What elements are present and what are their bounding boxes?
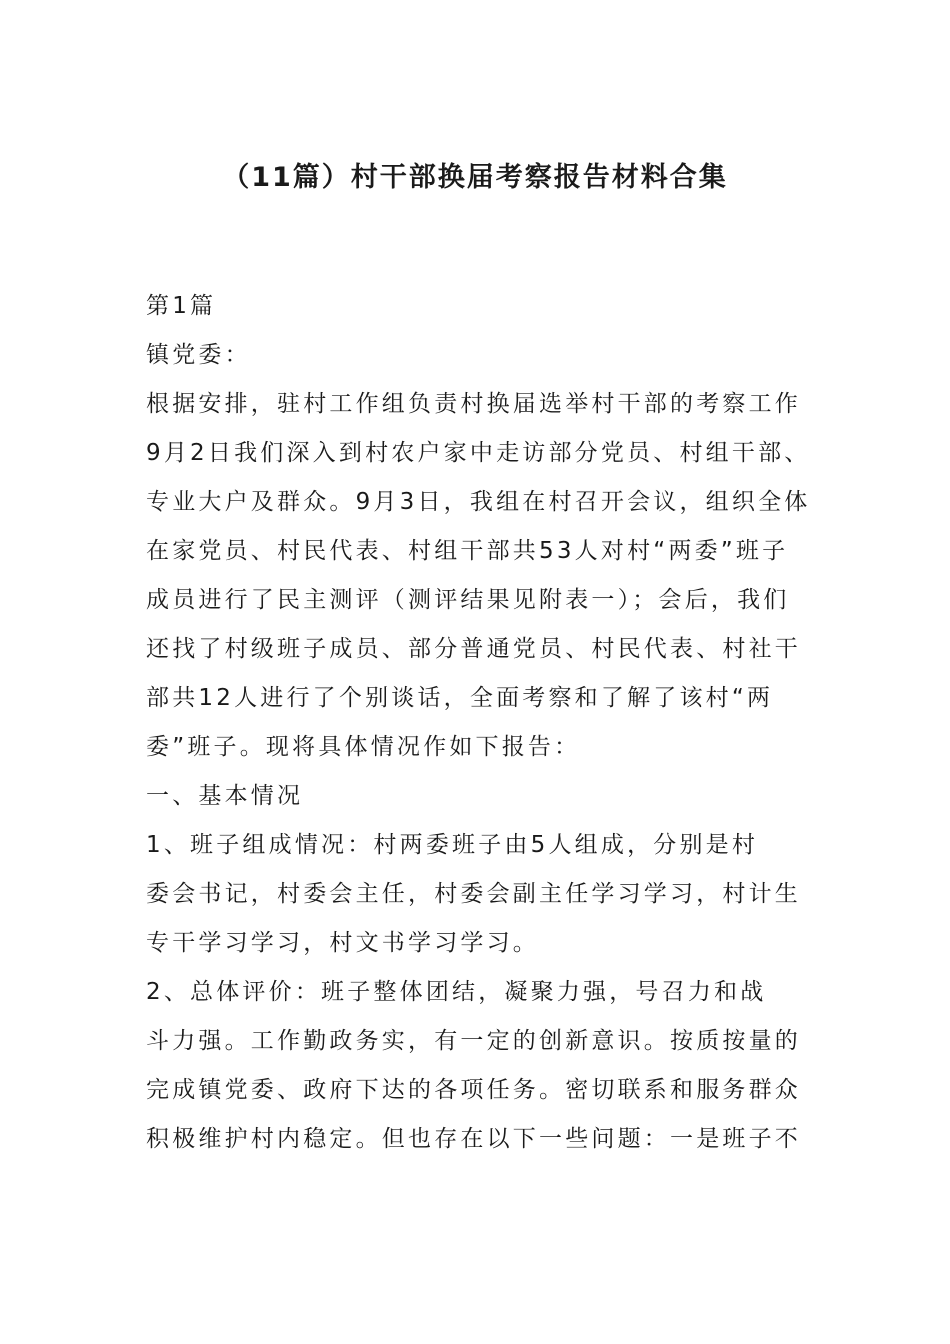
paragraph-line: 还找了村级班子成员、部分普通党员、村民代表、村社干	[146, 636, 801, 662]
paragraph-line: 专干学习学习，村文书学习学习。	[146, 930, 539, 956]
paragraph-line: 斗力强。工作勤政务实，有一定的创新意识。按质按量的	[146, 1028, 801, 1054]
paragraph-line: 委”班子。现将具体情况作如下报告：	[146, 734, 581, 760]
paragraph-line: 完成镇党委、政府下达的各项任务。密切联系和服务群众	[146, 1077, 801, 1103]
paragraph-line: 专业大户及群众。9月3日，我组在村召开会议，组织全体	[146, 489, 811, 515]
salutation: 镇党委：	[146, 342, 251, 368]
paragraph-line: 成员进行了民主测评（测评结果见附表一）；会后，我们	[146, 587, 790, 613]
paragraph-line: 9月2日我们深入到村农户家中走访部分党员、村组干部、	[146, 440, 811, 466]
subsection-heading: 一、基本情况	[146, 783, 304, 809]
paragraph-line: 2、总体评价：班子整体团结，凝聚力强，号召力和战	[146, 979, 767, 1005]
paragraph-line: 在家党员、村民代表、村组干部共53人对村“两委”班子	[146, 538, 789, 564]
paragraph-line: 委会书记，村委会主任，村委会副主任学习学习，村计生	[146, 881, 801, 907]
paragraph-line: 部共12人进行了个别谈话，全面考察和了解了该村“两	[146, 685, 774, 711]
document-body	[146, 282, 816, 1164]
section-heading: 第1篇	[146, 293, 217, 319]
paragraph-line: 1、班子组成情况：村两委班子由5人组成，分别是村	[146, 832, 759, 858]
paragraph-line: 积极维护村内稳定。但也存在以下一些问题：一是班子不	[146, 1126, 801, 1152]
paragraph-line: 根据安排，驻村工作组负责村换届选举村干部的考察工作	[146, 391, 801, 417]
document-title: （11篇）村干部换届考察报告材料合集	[222, 162, 728, 193]
